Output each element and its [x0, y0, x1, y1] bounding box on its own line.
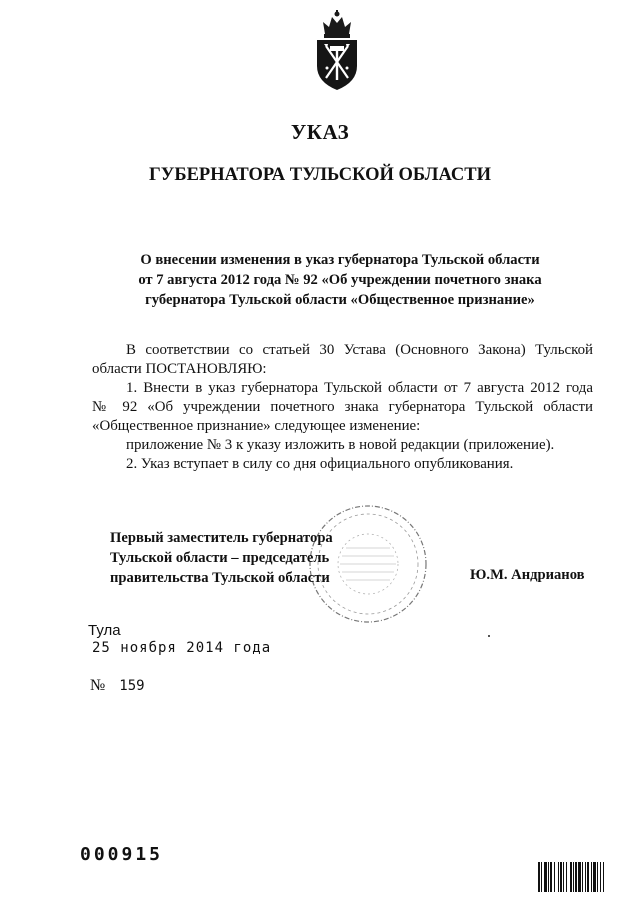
barcode-bar — [541, 862, 542, 892]
barcode-bar — [558, 862, 559, 892]
document-subject — [100, 250, 580, 310]
body-line: В соответствии со статьей 30 Устава (Основного Закона) Тульской — [126, 342, 593, 358]
signer-name: Ю.М. Андрианов — [470, 567, 585, 583]
number-value: 159 — [119, 678, 145, 694]
body-line: 1. Внести в указ губернатора Тульской области от 7 августа 2012 года — [126, 380, 593, 396]
barcode-bar — [582, 862, 583, 892]
coat-of-arms-icon — [312, 8, 362, 92]
barcode-bar — [573, 862, 574, 892]
barcode-bar — [578, 862, 581, 892]
barcode-bar — [600, 862, 601, 892]
barcode-bar — [566, 862, 567, 892]
number-symbol: № — [90, 677, 106, 694]
document-number — [90, 677, 145, 695]
barcode-bar — [593, 862, 596, 892]
barcode-bar — [603, 862, 604, 892]
barcode-bar — [560, 862, 562, 892]
subject-line: О внесении изменения в указ губернатора Тульской области — [140, 252, 540, 268]
barcode-bar — [570, 862, 572, 892]
barcode-bar — [554, 862, 555, 892]
body-line: приложение № 3 к указу изложить в новой редакции (приложение). — [126, 437, 555, 453]
signer-position — [110, 528, 350, 588]
speck — [488, 635, 490, 637]
body-line: области ПОСТАНОВЛЯЮ: — [92, 361, 267, 377]
barcode-bar — [548, 862, 549, 892]
body-line: № 92 «Об учреждении почетного знака губернатора Тульской области — [92, 399, 593, 415]
issue-date: 25 ноября 2014 года — [92, 640, 272, 656]
subject-line: от 7 августа 2012 года № 92 «Об учреждении почетного знака — [138, 272, 542, 288]
barcode-bar — [591, 862, 592, 892]
barcode-bar — [575, 862, 577, 892]
signer-position-line: Первый заместитель губернатора — [110, 530, 333, 546]
signer-position-line: Тульской области – председатель — [110, 550, 330, 566]
barcode-icon — [538, 862, 630, 892]
body-line: 2. Указ вступает в силу со дня официального опубликования. — [126, 456, 514, 472]
barcode-bar — [587, 862, 589, 892]
body-line: «Общественное признание» следующее изменение: — [92, 418, 421, 434]
barcode-bar — [538, 862, 540, 892]
document-author: ГУБЕРНАТОРА ТУЛЬСКОЙ ОБЛАСТИ — [149, 165, 491, 185]
serial-number: 000915 — [80, 844, 164, 865]
subject-line: губернатора Тульской области «Общественное признание» — [145, 292, 535, 308]
signer-position-line: правительства Тульской области — [110, 570, 330, 586]
barcode-bar — [597, 862, 598, 892]
issue-city: Тула — [88, 622, 121, 639]
document-type: УКАЗ — [290, 120, 350, 144]
barcode-bar — [544, 862, 547, 892]
barcode-bar — [585, 862, 586, 892]
barcode-bar — [563, 862, 564, 892]
barcode-bar — [550, 862, 552, 892]
